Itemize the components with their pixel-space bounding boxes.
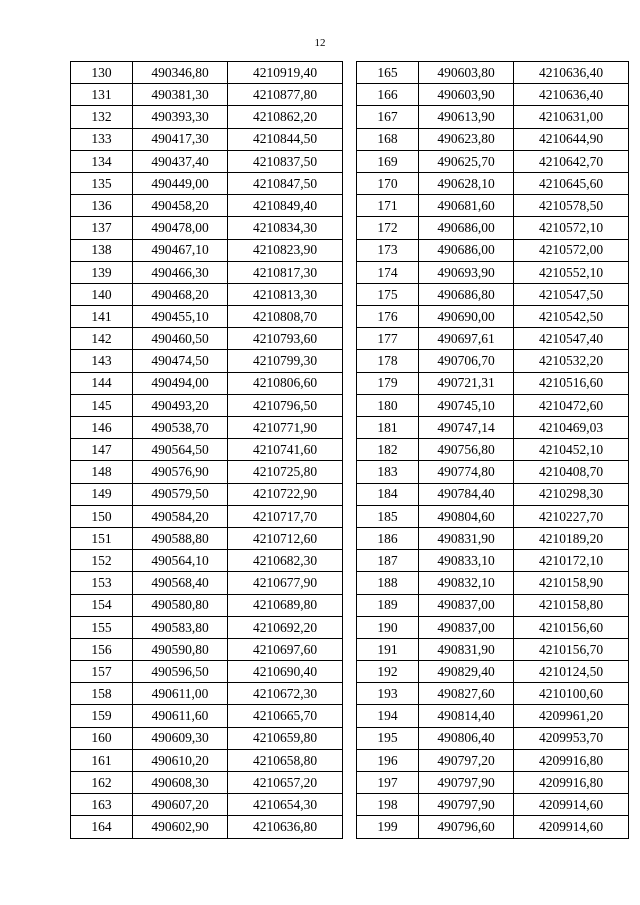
y-coordinate-cell: 4210712,60 <box>228 527 343 549</box>
point-number-cell: 146 <box>71 417 133 439</box>
x-coordinate-cell: 490832,10 <box>419 572 514 594</box>
table-row <box>71 594 343 616</box>
y-coordinate-cell: 4210636,40 <box>514 62 629 84</box>
table-row <box>71 394 343 416</box>
x-coordinate-cell: 490814,40 <box>419 705 514 727</box>
x-coordinate-cell: 490756,80 <box>419 439 514 461</box>
point-number-cell: 194 <box>357 705 419 727</box>
x-coordinate-cell: 490494,00 <box>133 372 228 394</box>
point-number-cell: 164 <box>71 816 133 838</box>
x-coordinate-cell: 490564,10 <box>133 550 228 572</box>
y-coordinate-cell: 4210158,80 <box>514 594 629 616</box>
table-row <box>357 372 629 394</box>
y-coordinate-cell: 4210172,10 <box>514 550 629 572</box>
y-coordinate-cell: 4209914,60 <box>514 816 629 838</box>
x-coordinate-cell: 490690,00 <box>419 306 514 328</box>
table-row <box>357 417 629 439</box>
point-number-cell: 185 <box>357 505 419 527</box>
table-row <box>357 550 629 572</box>
table-row <box>357 84 629 106</box>
y-coordinate-cell: 4210796,50 <box>228 394 343 416</box>
point-number-cell: 188 <box>357 572 419 594</box>
y-coordinate-cell: 4210793,60 <box>228 328 343 350</box>
x-coordinate-cell: 490610,20 <box>133 749 228 771</box>
point-number-cell: 179 <box>357 372 419 394</box>
y-coordinate-cell: 4210472,60 <box>514 394 629 416</box>
y-coordinate-cell: 4209914,60 <box>514 794 629 816</box>
x-coordinate-cell: 490576,90 <box>133 461 228 483</box>
table-row <box>71 505 343 527</box>
point-number-cell: 187 <box>357 550 419 572</box>
coordinates-table-left <box>70 61 343 839</box>
point-number-cell: 135 <box>71 172 133 194</box>
y-coordinate-cell: 4210516,60 <box>514 372 629 394</box>
y-coordinate-cell: 4210689,80 <box>228 594 343 616</box>
y-coordinate-cell: 4210677,90 <box>228 572 343 594</box>
x-coordinate-cell: 490837,00 <box>419 616 514 638</box>
table-row <box>357 461 629 483</box>
y-coordinate-cell: 4210469,03 <box>514 417 629 439</box>
y-coordinate-cell: 4210672,30 <box>228 683 343 705</box>
point-number-cell: 155 <box>71 616 133 638</box>
point-number-cell: 149 <box>71 483 133 505</box>
table-row <box>357 683 629 705</box>
y-coordinate-cell: 4210817,30 <box>228 261 343 283</box>
point-number-cell: 134 <box>71 150 133 172</box>
y-coordinate-cell: 4210298,30 <box>514 483 629 505</box>
y-coordinate-cell: 4210227,70 <box>514 505 629 527</box>
x-coordinate-cell: 490686,80 <box>419 283 514 305</box>
y-coordinate-cell: 4210645,60 <box>514 172 629 194</box>
coordinates-table-right <box>356 61 629 839</box>
point-number-cell: 132 <box>71 106 133 128</box>
point-number-cell: 189 <box>357 594 419 616</box>
table-row <box>357 283 629 305</box>
x-coordinate-cell: 490796,60 <box>419 816 514 838</box>
table-row <box>357 616 629 638</box>
table-row <box>357 195 629 217</box>
table-row <box>71 461 343 483</box>
point-number-cell: 144 <box>71 372 133 394</box>
table-row <box>357 594 629 616</box>
point-number-cell: 161 <box>71 749 133 771</box>
y-coordinate-cell: 4210690,40 <box>228 661 343 683</box>
x-coordinate-cell: 490460,50 <box>133 328 228 350</box>
table-row <box>357 727 629 749</box>
y-coordinate-cell: 4210771,90 <box>228 417 343 439</box>
point-number-cell: 151 <box>71 527 133 549</box>
point-number-cell: 141 <box>71 306 133 328</box>
x-coordinate-cell: 490623,80 <box>419 128 514 150</box>
x-coordinate-cell: 490693,90 <box>419 261 514 283</box>
x-coordinate-cell: 490831,90 <box>419 638 514 660</box>
table-row <box>71 439 343 461</box>
y-coordinate-cell: 4210552,10 <box>514 261 629 283</box>
x-coordinate-cell: 490784,40 <box>419 483 514 505</box>
y-coordinate-cell: 4210654,30 <box>228 794 343 816</box>
point-number-cell: 174 <box>357 261 419 283</box>
point-number-cell: 191 <box>357 638 419 660</box>
point-number-cell: 167 <box>357 106 419 128</box>
x-coordinate-cell: 490837,00 <box>419 594 514 616</box>
point-number-cell: 131 <box>71 84 133 106</box>
y-coordinate-cell: 4210631,00 <box>514 106 629 128</box>
table-row <box>71 239 343 261</box>
point-number-cell: 186 <box>357 527 419 549</box>
x-coordinate-cell: 490747,14 <box>419 417 514 439</box>
point-number-cell: 160 <box>71 727 133 749</box>
y-coordinate-cell: 4210636,80 <box>228 816 343 838</box>
table-row <box>71 527 343 549</box>
y-coordinate-cell: 4210659,80 <box>228 727 343 749</box>
point-number-cell: 195 <box>357 727 419 749</box>
x-coordinate-cell: 490590,80 <box>133 638 228 660</box>
table-row <box>357 572 629 594</box>
x-coordinate-cell: 490538,70 <box>133 417 228 439</box>
point-number-cell: 152 <box>71 550 133 572</box>
point-number-cell: 159 <box>71 705 133 727</box>
point-number-cell: 190 <box>357 616 419 638</box>
x-coordinate-cell: 490774,80 <box>419 461 514 483</box>
point-number-cell: 138 <box>71 239 133 261</box>
x-coordinate-cell: 490831,90 <box>419 527 514 549</box>
table-row <box>357 328 629 350</box>
point-number-cell: 154 <box>71 594 133 616</box>
x-coordinate-cell: 490681,60 <box>419 195 514 217</box>
table-row <box>357 150 629 172</box>
y-coordinate-cell: 4210799,30 <box>228 350 343 372</box>
table-row <box>357 172 629 194</box>
x-coordinate-cell: 490721,31 <box>419 372 514 394</box>
y-coordinate-cell: 4210124,50 <box>514 661 629 683</box>
point-number-cell: 142 <box>71 328 133 350</box>
point-number-cell: 193 <box>357 683 419 705</box>
table-row <box>357 772 629 794</box>
y-coordinate-cell: 4210532,20 <box>514 350 629 372</box>
point-number-cell: 172 <box>357 217 419 239</box>
table-row <box>71 550 343 572</box>
point-number-cell: 145 <box>71 394 133 416</box>
table-row <box>357 483 629 505</box>
point-number-cell: 181 <box>357 417 419 439</box>
x-coordinate-cell: 490806,40 <box>419 727 514 749</box>
y-coordinate-cell: 4209953,70 <box>514 727 629 749</box>
table-row <box>71 283 343 305</box>
point-number-cell: 143 <box>71 350 133 372</box>
table-row <box>71 727 343 749</box>
table-row <box>71 638 343 660</box>
table-row <box>357 128 629 150</box>
point-number-cell: 162 <box>71 772 133 794</box>
point-number-cell: 158 <box>71 683 133 705</box>
table-row <box>357 638 629 660</box>
y-coordinate-cell: 4210722,90 <box>228 483 343 505</box>
table-row <box>71 483 343 505</box>
y-coordinate-cell: 4210725,80 <box>228 461 343 483</box>
point-number-cell: 150 <box>71 505 133 527</box>
table-row <box>71 217 343 239</box>
point-number-cell: 169 <box>357 150 419 172</box>
y-coordinate-cell: 4210657,20 <box>228 772 343 794</box>
table-row <box>357 705 629 727</box>
y-coordinate-cell: 4210813,30 <box>228 283 343 305</box>
point-number-cell: 147 <box>71 439 133 461</box>
table-row <box>71 195 343 217</box>
point-number-cell: 184 <box>357 483 419 505</box>
point-number-cell: 165 <box>357 62 419 84</box>
table-row <box>71 62 343 84</box>
x-coordinate-cell: 490584,20 <box>133 505 228 527</box>
y-coordinate-cell: 4210578,50 <box>514 195 629 217</box>
point-number-cell: 139 <box>71 261 133 283</box>
y-coordinate-cell: 4210572,00 <box>514 239 629 261</box>
x-coordinate-cell: 490686,00 <box>419 239 514 261</box>
table-row <box>357 749 629 771</box>
table-row <box>357 62 629 84</box>
point-number-cell: 176 <box>357 306 419 328</box>
y-coordinate-cell: 4210189,20 <box>514 527 629 549</box>
y-coordinate-cell: 4210919,40 <box>228 62 343 84</box>
x-coordinate-cell: 490829,40 <box>419 661 514 683</box>
y-coordinate-cell: 4210408,70 <box>514 461 629 483</box>
table-row <box>357 261 629 283</box>
y-coordinate-cell: 4210692,20 <box>228 616 343 638</box>
y-coordinate-cell: 4210636,40 <box>514 84 629 106</box>
x-coordinate-cell: 490607,20 <box>133 794 228 816</box>
x-coordinate-cell: 490381,30 <box>133 84 228 106</box>
point-number-cell: 183 <box>357 461 419 483</box>
point-number-cell: 168 <box>357 128 419 150</box>
x-coordinate-cell: 490588,80 <box>133 527 228 549</box>
table-row <box>357 794 629 816</box>
table-row <box>71 328 343 350</box>
table-row <box>357 106 629 128</box>
point-number-cell: 199 <box>357 816 419 838</box>
point-number-cell: 196 <box>357 749 419 771</box>
table-row <box>71 794 343 816</box>
x-coordinate-cell: 490580,80 <box>133 594 228 616</box>
table-row <box>357 239 629 261</box>
y-coordinate-cell: 4210808,70 <box>228 306 343 328</box>
table-row <box>71 816 343 838</box>
x-coordinate-cell: 490478,00 <box>133 217 228 239</box>
table-row <box>71 572 343 594</box>
point-number-cell: 177 <box>357 328 419 350</box>
y-coordinate-cell: 4210158,90 <box>514 572 629 594</box>
x-coordinate-cell: 490449,00 <box>133 172 228 194</box>
point-number-cell: 163 <box>71 794 133 816</box>
y-coordinate-cell: 4210849,40 <box>228 195 343 217</box>
x-coordinate-cell: 490467,10 <box>133 239 228 261</box>
y-coordinate-cell: 4210100,60 <box>514 683 629 705</box>
table-row <box>71 306 343 328</box>
x-coordinate-cell: 490493,20 <box>133 394 228 416</box>
point-number-cell: 171 <box>357 195 419 217</box>
x-coordinate-cell: 490346,80 <box>133 62 228 84</box>
x-coordinate-cell: 490603,90 <box>419 84 514 106</box>
x-coordinate-cell: 490579,50 <box>133 483 228 505</box>
table-row <box>357 816 629 838</box>
x-coordinate-cell: 490608,30 <box>133 772 228 794</box>
y-coordinate-cell: 4210547,40 <box>514 328 629 350</box>
table-row <box>357 527 629 549</box>
table-row <box>71 372 343 394</box>
x-coordinate-cell: 490583,80 <box>133 616 228 638</box>
y-coordinate-cell: 4210847,50 <box>228 172 343 194</box>
x-coordinate-cell: 490628,10 <box>419 172 514 194</box>
y-coordinate-cell: 4210837,50 <box>228 150 343 172</box>
x-coordinate-cell: 490797,90 <box>419 772 514 794</box>
y-coordinate-cell: 4210665,70 <box>228 705 343 727</box>
x-coordinate-cell: 490468,20 <box>133 283 228 305</box>
x-coordinate-cell: 490393,30 <box>133 106 228 128</box>
y-coordinate-cell: 4210156,70 <box>514 638 629 660</box>
y-coordinate-cell: 4210697,60 <box>228 638 343 660</box>
x-coordinate-cell: 490417,30 <box>133 128 228 150</box>
x-coordinate-cell: 490603,80 <box>419 62 514 84</box>
point-number-cell: 140 <box>71 283 133 305</box>
x-coordinate-cell: 490474,50 <box>133 350 228 372</box>
table-row <box>357 217 629 239</box>
table-row <box>71 150 343 172</box>
point-number-cell: 166 <box>357 84 419 106</box>
x-coordinate-cell: 490697,61 <box>419 328 514 350</box>
x-coordinate-cell: 490596,50 <box>133 661 228 683</box>
point-number-cell: 170 <box>357 172 419 194</box>
x-coordinate-cell: 490745,10 <box>419 394 514 416</box>
x-coordinate-cell: 490613,90 <box>419 106 514 128</box>
y-coordinate-cell: 4210682,30 <box>228 550 343 572</box>
point-number-cell: 173 <box>357 239 419 261</box>
y-coordinate-cell: 4209961,20 <box>514 705 629 727</box>
x-coordinate-cell: 490437,40 <box>133 150 228 172</box>
y-coordinate-cell: 4210156,60 <box>514 616 629 638</box>
table-row <box>357 505 629 527</box>
table-row <box>357 661 629 683</box>
table-row <box>71 261 343 283</box>
point-number-cell: 175 <box>357 283 419 305</box>
x-coordinate-cell: 490804,60 <box>419 505 514 527</box>
x-coordinate-cell: 490827,60 <box>419 683 514 705</box>
point-number-cell: 157 <box>71 661 133 683</box>
x-coordinate-cell: 490466,30 <box>133 261 228 283</box>
table-row <box>357 350 629 372</box>
table-row <box>71 106 343 128</box>
x-coordinate-cell: 490625,70 <box>419 150 514 172</box>
point-number-cell: 182 <box>357 439 419 461</box>
table-row <box>357 306 629 328</box>
y-coordinate-cell: 4210806,60 <box>228 372 343 394</box>
y-coordinate-cell: 4210644,90 <box>514 128 629 150</box>
page-number: 12 <box>314 37 326 49</box>
y-coordinate-cell: 4209916,80 <box>514 772 629 794</box>
x-coordinate-cell: 490609,30 <box>133 727 228 749</box>
x-coordinate-cell: 490568,40 <box>133 572 228 594</box>
x-coordinate-cell: 490797,20 <box>419 749 514 771</box>
y-coordinate-cell: 4210862,20 <box>228 106 343 128</box>
y-coordinate-cell: 4210547,50 <box>514 283 629 305</box>
point-number-cell: 133 <box>71 128 133 150</box>
table-row <box>71 749 343 771</box>
y-coordinate-cell: 4210717,70 <box>228 505 343 527</box>
x-coordinate-cell: 490455,10 <box>133 306 228 328</box>
table-row <box>71 172 343 194</box>
table-row <box>71 661 343 683</box>
table-row <box>71 128 343 150</box>
x-coordinate-cell: 490686,00 <box>419 217 514 239</box>
y-coordinate-cell: 4210834,30 <box>228 217 343 239</box>
point-number-cell: 153 <box>71 572 133 594</box>
point-number-cell: 136 <box>71 195 133 217</box>
y-coordinate-cell: 4210823,90 <box>228 239 343 261</box>
y-coordinate-cell: 4210642,70 <box>514 150 629 172</box>
point-number-cell: 178 <box>357 350 419 372</box>
y-coordinate-cell: 4209916,80 <box>514 749 629 771</box>
table-row <box>71 84 343 106</box>
y-coordinate-cell: 4210452,10 <box>514 439 629 461</box>
y-coordinate-cell: 4210844,50 <box>228 128 343 150</box>
x-coordinate-cell: 490611,60 <box>133 705 228 727</box>
y-coordinate-cell: 4210658,80 <box>228 749 343 771</box>
point-number-cell: 198 <box>357 794 419 816</box>
x-coordinate-cell: 490797,90 <box>419 794 514 816</box>
table-row <box>357 439 629 461</box>
point-number-cell: 148 <box>71 461 133 483</box>
table-row <box>71 683 343 705</box>
table-row <box>357 394 629 416</box>
y-coordinate-cell: 4210741,60 <box>228 439 343 461</box>
x-coordinate-cell: 490706,70 <box>419 350 514 372</box>
table-row <box>71 705 343 727</box>
point-number-cell: 130 <box>71 62 133 84</box>
x-coordinate-cell: 490833,10 <box>419 550 514 572</box>
x-coordinate-cell: 490602,90 <box>133 816 228 838</box>
y-coordinate-cell: 4210877,80 <box>228 84 343 106</box>
y-coordinate-cell: 4210572,10 <box>514 217 629 239</box>
y-coordinate-cell: 4210542,50 <box>514 306 629 328</box>
point-number-cell: 197 <box>357 772 419 794</box>
x-coordinate-cell: 490564,50 <box>133 439 228 461</box>
table-row <box>71 616 343 638</box>
point-number-cell: 180 <box>357 394 419 416</box>
table-row <box>71 350 343 372</box>
table-row <box>71 772 343 794</box>
x-coordinate-cell: 490611,00 <box>133 683 228 705</box>
point-number-cell: 156 <box>71 638 133 660</box>
x-coordinate-cell: 490458,20 <box>133 195 228 217</box>
point-number-cell: 192 <box>357 661 419 683</box>
point-number-cell: 137 <box>71 217 133 239</box>
table-row <box>71 417 343 439</box>
